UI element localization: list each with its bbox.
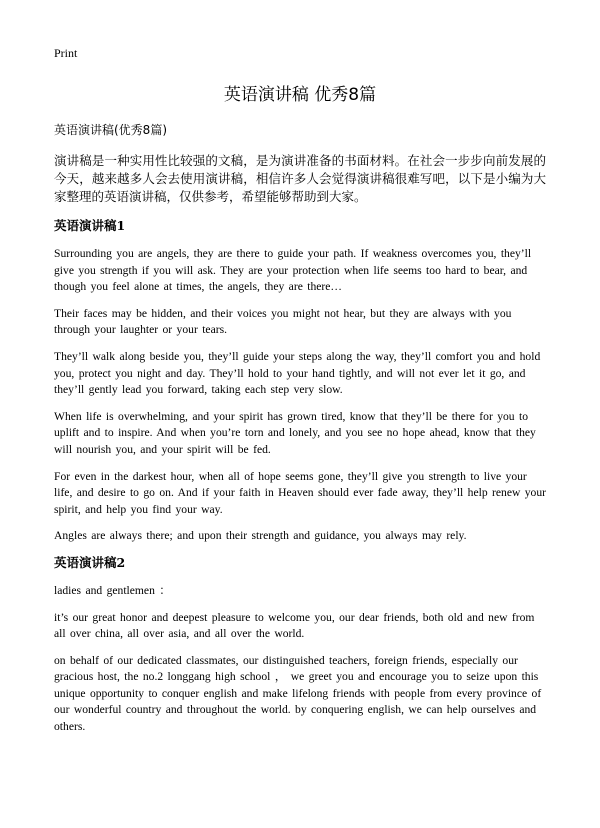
- paragraph: They’ll walk along beside you, they’ll guide your steps along the way, they’ll comfort you and hold you, protect you night and day. They’ll hold to your hand tightly, and will not ever let it go, and they’ll gently lead you forward, taking each step very slow.: [54, 349, 541, 397]
- document-title: 英语演讲稿 优秀8篇: [223, 85, 377, 105]
- section-2: [54, 555, 546, 736]
- paragraph: it’s our great honor and deepest pleasure to welcome you, our dear friends, both old and new from all over china, all over asia, and all over the world.: [54, 610, 535, 641]
- paragraph: ladies and gentlemen ：: [54, 583, 171, 597]
- document-body: [54, 122, 546, 746]
- section-heading: 英语演讲稿2: [54, 554, 126, 570]
- paragraph: Angles are always there; and upon their strength and guidance, you always may rely.: [54, 529, 467, 543]
- print-link[interactable]: Print: [54, 46, 78, 60]
- intro-paragraph: 演讲稿是一种实用性比较强的文稿，是为演讲准备的书面材料。在社会一步步向前发展的今天，越来越多人会去使用演讲稿，相信许多人会觉得演讲稿很难写吧，以下是小编为大家整理的英语演讲稿，仅供参考，希望能够帮助到大家。: [54, 153, 546, 204]
- paragraph: Their faces may be hidden, and their voices you might not hear, but they are always with you through your laughter or your tears.: [54, 306, 512, 337]
- paragraph: Surrounding you are angels, they are there to guide your path. If weakness overcomes you, they’ll give you strength if you will ask. They are your protection when life seems too hard to bear, and though you feel alone at times, the angels, they are there…: [54, 247, 532, 294]
- section-1: [54, 218, 546, 545]
- document-subtitle: 英语演讲稿(优秀8篇): [54, 123, 167, 137]
- paragraph: on behalf of our dedicated classmates, our distinguished teachers, foreign friends, especially our gracious host, the no.2 longgang high school ， we greet you and encourage you to seize upon this unique opportunity to conquer english and make lifelong friends with people from every province of our wonderful country and throughout the world. by conquering english, we can help ourselves and others.: [54, 653, 542, 734]
- paragraph: For even in the darkest hour, when all of hope seems gone, they’ll give you strength to live your life, and desire to go on. And if your faith in Heaven should ever fade away, they’ll help renew your spirit, and help you find your way.: [54, 469, 546, 516]
- section-heading: 英语演讲稿1: [54, 218, 126, 233]
- paragraph: When life is overwhelming, and your spirit has grown tired, know that they’ll be there for you to uplift and to inspire. And when you’re torn and lonely, and you see no hope ahead, know that they will nourish you, and your spirit will be fed.: [54, 409, 536, 456]
